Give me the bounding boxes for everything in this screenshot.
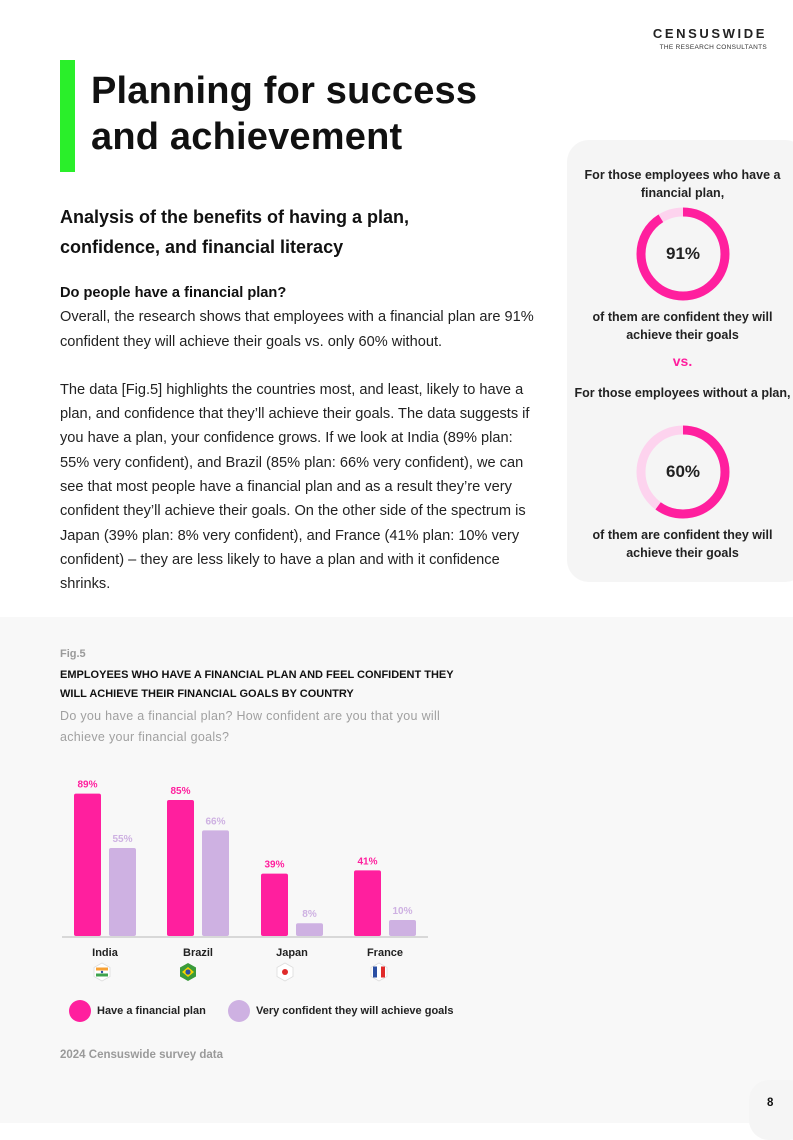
- with-plan-caption: of them are confident they will achieve their goals: [592, 310, 773, 342]
- bar-india-plan: [74, 794, 101, 936]
- body-question: Do people have a financial plan?: [60, 285, 287, 301]
- legend-item-plan: [69, 1000, 206, 1022]
- figure-title: EMPLOYEES WHO HAVE A FINANCIAL PLAN AND FEEL CONFIDENT THEY WILL ACHIEVE THEIR FINANCIAL GOALS BY COUNTRY: [60, 669, 454, 700]
- category-label-japan: Japan: [276, 947, 308, 959]
- bar-chart: [0, 760, 793, 970]
- page-title-line-1: Planning for success: [91, 70, 478, 112]
- title-accent-bar: [60, 60, 75, 172]
- data-label-france-confident: 10%: [392, 906, 413, 917]
- india-flag-icon: [92, 962, 112, 982]
- bar-france-confident: [389, 920, 416, 936]
- bar-japan-plan: [261, 874, 288, 936]
- page-title-line-2: and achievement: [91, 116, 403, 158]
- without-plan-percent: 60%: [665, 462, 701, 481]
- category-label-france: France: [366, 947, 404, 959]
- brand-logo: [653, 26, 767, 51]
- with-plan-percent: 91%: [665, 244, 701, 263]
- bar-france-plan: [354, 870, 381, 936]
- bar-india-confident: [109, 848, 136, 936]
- data-label-brazil-confident: 66%: [205, 816, 226, 828]
- page-number: 8: [767, 1097, 774, 1109]
- data-label-japan-plan: 39%: [264, 859, 285, 871]
- figure-question: Do you have a financial plan? How confident are you that you will achieve your financial goals?: [60, 709, 441, 744]
- bar-japan-confident: [296, 923, 323, 936]
- brand-name: CENSUSWIDE: [652, 26, 767, 41]
- france-flag-icon: [369, 962, 389, 982]
- category-label-brazil: Brazil: [183, 947, 213, 959]
- section-subtitle: Analysis of the benefits of having a plan, confidence, and financial literacy: [60, 207, 410, 257]
- legend-item-confident: [228, 1000, 453, 1022]
- body-paragraph-1: Overall, the research shows that employees with a financial plan are 91% confident they will achieve their goals vs. only 60% without.: [60, 309, 534, 350]
- legend-swatch-confident: [228, 1000, 250, 1022]
- legend-swatch-plan: [69, 1000, 91, 1022]
- data-label-france-plan: 41%: [357, 856, 378, 868]
- category-label-india: India: [92, 947, 118, 959]
- figure-label: Fig.5: [60, 648, 86, 660]
- japan-flag-icon: [275, 962, 295, 982]
- source-note: 2024 Censuswide survey data: [60, 1049, 223, 1061]
- data-label-india-plan: 89%: [77, 779, 98, 791]
- brazil-flag-icon: [178, 962, 198, 982]
- brand-tagline: THE RESEARCH CONSULTANTS: [659, 44, 767, 51]
- without-plan-heading: For those employees without a plan,: [574, 386, 791, 400]
- data-label-japan-confident: 8%: [302, 909, 317, 921]
- bar-brazil-plan: [167, 800, 194, 936]
- page-number-tab: [749, 1080, 793, 1140]
- body-text: [60, 281, 540, 597]
- without-plan-donut: [635, 424, 731, 520]
- data-label-india-confident: 55%: [112, 834, 133, 845]
- legend-label-confident: Very confident they will achieve goals: [256, 1005, 454, 1017]
- page-title: [91, 68, 477, 160]
- with-plan-donut: [635, 206, 731, 302]
- without-plan-caption: of them are confident they will achieve their goals: [592, 528, 773, 560]
- with-plan-heading: For those employees who have a financial plan,: [584, 168, 781, 200]
- body-paragraph-2: The data [Fig.5] highlights the countries most, and least, likely to have a plan, and confidence that they’ll achieve their goals. The data suggests if you have a plan, your confidence grows. If we look at India (89% plan: 55% very confident), and Brazil (85% plan: 66% very confident), we can see that most people have a financial plan and as a result they’re very confident they’ll achieve their goals. On the other side of the spectrum is Japan (39% plan: 8% very confident), and France (41% plan: 10% very confident) – they are less likely to have a plan and with it confidence shrinks.: [60, 381, 530, 593]
- legend-label-plan: Have a financial plan: [97, 1005, 206, 1017]
- bar-brazil-confident: [202, 830, 229, 936]
- vs-label: vs.: [672, 353, 693, 369]
- data-label-brazil-plan: 85%: [170, 786, 191, 797]
